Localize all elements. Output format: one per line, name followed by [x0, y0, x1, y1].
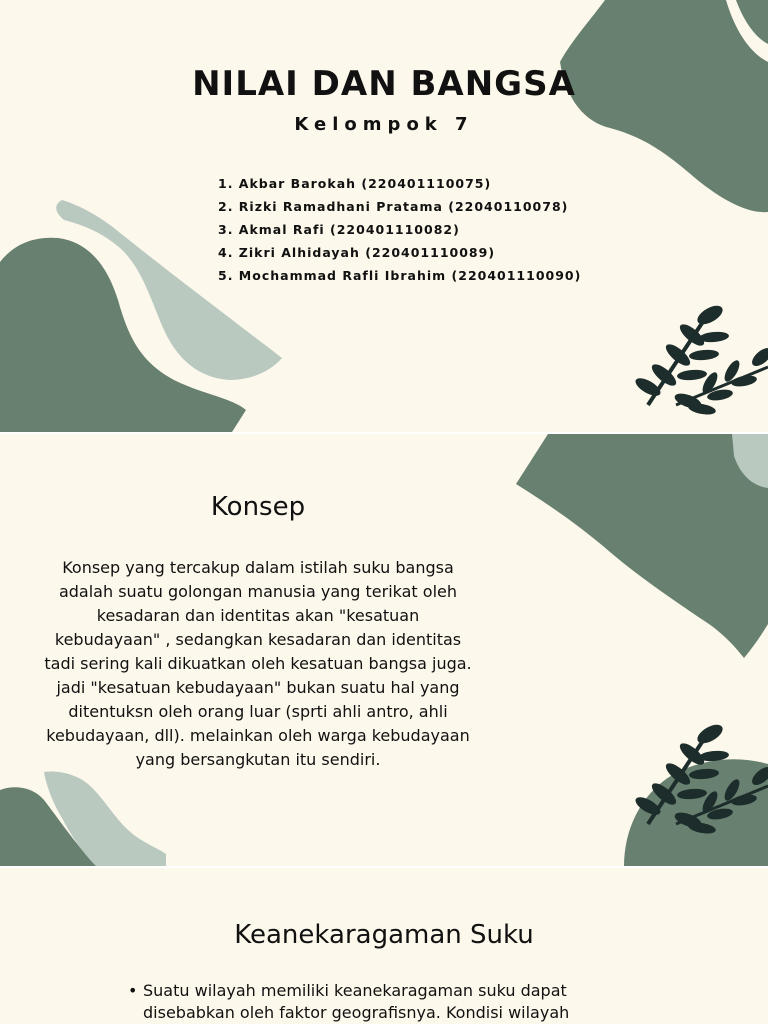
blob-right — [516, 434, 768, 658]
bullet-list — [126, 980, 606, 1024]
title-slide — [0, 0, 768, 432]
group-subtitle: Kelompok 7 — [294, 114, 474, 135]
member-list — [218, 172, 581, 287]
bullet-text: Suatu wilayah memiliki keanekaragaman suku dapat disebabkan oleh faktor geografisnya. Kondisi wilayah — [143, 981, 570, 1022]
konsep-slide — [0, 434, 768, 866]
section-heading: Konsep — [210, 492, 306, 522]
list-item — [126, 980, 606, 1024]
member-item: 2. Rizki Ramadhani Pratama (22040110078) — [218, 199, 569, 214]
keanekaragaman-slide — [0, 868, 768, 1024]
fern-leaf-icon — [633, 302, 768, 416]
member-item: 4. Zikri Alhidayah (220401110089) — [218, 245, 496, 260]
presentation-title: NILAI DAN BANGSA — [192, 64, 576, 104]
bullet-icon: • — [128, 981, 138, 1000]
konsep-paragraph: Konsep yang tercakup dalam istilah suku bangsa adalah suatu golongan manusia yang terikat oleh kesadaran dan identitas akan "kesatuan kebudayaan" , sedangkan kesadaran dan identitas tadi sering kali dikuatkan oleh kesatuan bangsa juga. jadi "kesatuan kebudayaan" bukan suatu hal yang ditentuksn oleh orang luar (sprti ahli antro, ahli kebudayaan, dll). melainkan oleh warga kebudayaan yang bersangkutan itu sendiri. — [44, 558, 472, 769]
member-item: 1. Akbar Barokah (220401110075) — [218, 176, 492, 191]
section-heading: Keanekaragaman Suku — [234, 920, 534, 950]
member-item: 5. Mochammad Rafli Ibrahim (220401110090) — [218, 268, 582, 283]
blob-top-right — [560, 0, 768, 212]
member-item: 3. Akmal Rafi (220401110082) — [218, 222, 460, 237]
